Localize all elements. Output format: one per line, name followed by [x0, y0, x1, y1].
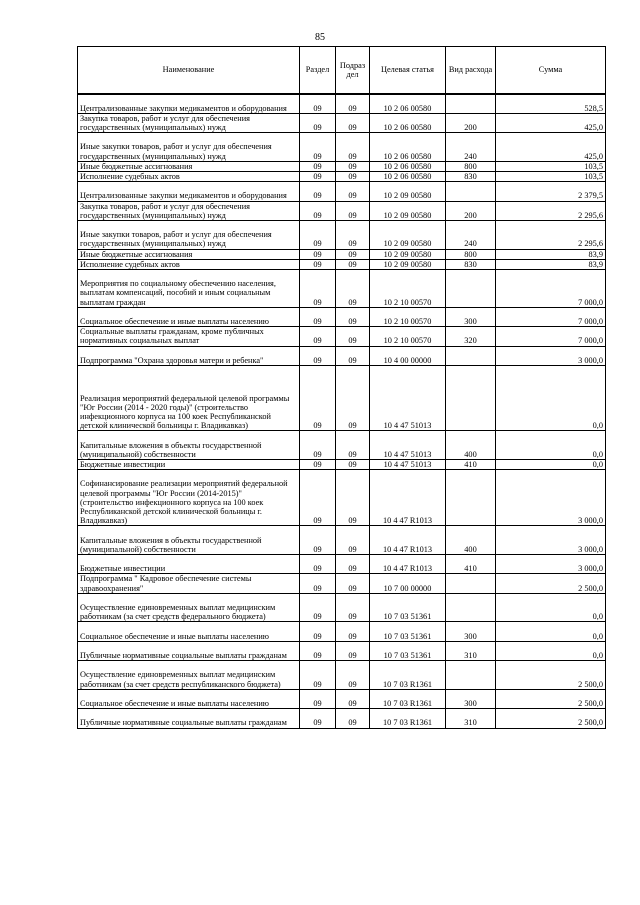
row-expense-type: 400	[446, 431, 496, 460]
table-row	[78, 593, 606, 622]
row-amount: 0,0	[496, 641, 606, 660]
row-name: Социальное обеспечение и иные выплаты населению	[78, 307, 300, 326]
table-row	[78, 249, 606, 259]
row-article: 10 7 03 R1361	[370, 661, 446, 690]
row-article: 10 4 47 51013	[370, 460, 446, 470]
row-name: Закупка товаров, работ и услуг для обеспечения государственных (муниципальных) нужд	[78, 113, 300, 132]
row-amount: 3 000,0	[496, 470, 606, 526]
row-section: 09	[300, 555, 336, 574]
row-section: 09	[300, 661, 336, 690]
row-section: 09	[300, 709, 336, 728]
row-subsection: 09	[336, 201, 370, 220]
row-name: Бюджетные инвестиции	[78, 460, 300, 470]
row-name: Централизованные закупки медикаментов и оборудования	[78, 94, 300, 113]
table-body	[78, 94, 606, 728]
row-section: 09	[300, 366, 336, 431]
row-section: 09	[300, 574, 336, 593]
row-section: 09	[300, 460, 336, 470]
row-article: 10 4 47 R1013	[370, 526, 446, 555]
row-amount: 425,0	[496, 133, 606, 162]
row-article: 10 2 09 00580	[370, 259, 446, 269]
row-expense-type	[446, 470, 496, 526]
row-section: 09	[300, 172, 336, 182]
table-row	[78, 431, 606, 460]
row-subsection: 09	[336, 133, 370, 162]
header-section: Раздел	[300, 47, 336, 95]
row-name: Мероприятия по социальному обеспечению населения, выплатам компенсаций, пособий и иным социальным выплатам граждан	[78, 270, 300, 308]
row-article: 10 7 00 00000	[370, 574, 446, 593]
row-expense-type: 830	[446, 172, 496, 182]
row-subsection: 09	[336, 689, 370, 708]
row-expense-type: 800	[446, 249, 496, 259]
row-name: Софинансирование реализации мероприятий федеральной целевой программы "Юг России (2014-2015)" (строительство инфекционного корпуса на 100 коек Республиканской детской клинической больницы г. Владикавказ)	[78, 470, 300, 526]
row-section: 09	[300, 113, 336, 132]
row-article: 10 2 10 00570	[370, 327, 446, 346]
row-subsection: 09	[336, 327, 370, 346]
table-row	[78, 133, 606, 162]
table-row	[78, 270, 606, 308]
row-article: 10 4 47 51013	[370, 366, 446, 431]
row-amount: 7 000,0	[496, 327, 606, 346]
row-article: 10 2 10 00570	[370, 307, 446, 326]
row-amount: 2 379,5	[496, 182, 606, 201]
row-section: 09	[300, 161, 336, 171]
row-subsection: 09	[336, 259, 370, 269]
row-subsection: 09	[336, 270, 370, 308]
row-section: 09	[300, 307, 336, 326]
row-subsection: 09	[336, 161, 370, 171]
row-section: 09	[300, 249, 336, 259]
header-name: Наименование	[78, 47, 300, 95]
row-amount: 3 000,0	[496, 526, 606, 555]
row-name: Исполнение судебных актов	[78, 259, 300, 269]
row-name: Иные закупки товаров, работ и услуг для обеспечения государственных (муниципальных) нужд	[78, 133, 300, 162]
row-article: 10 4 47 51013	[370, 431, 446, 460]
row-subsection: 09	[336, 172, 370, 182]
row-subsection: 09	[336, 94, 370, 113]
row-subsection: 09	[336, 593, 370, 622]
row-subsection: 09	[336, 366, 370, 431]
row-article: 10 2 06 00580	[370, 94, 446, 113]
row-article: 10 2 09 00580	[370, 182, 446, 201]
row-section: 09	[300, 526, 336, 555]
row-expense-type: 800	[446, 161, 496, 171]
table-row	[78, 574, 606, 593]
row-amount: 2 295,6	[496, 201, 606, 220]
row-name: Капитальные вложения в объекты государственной (муниципальной) собственности	[78, 526, 300, 555]
row-amount: 83,9	[496, 249, 606, 259]
row-section: 09	[300, 94, 336, 113]
row-expense-type	[446, 574, 496, 593]
row-subsection: 09	[336, 709, 370, 728]
row-amount: 3 000,0	[496, 346, 606, 365]
row-expense-type	[446, 661, 496, 690]
row-article: 10 7 03 R1361	[370, 689, 446, 708]
row-section: 09	[300, 689, 336, 708]
row-article: 10 2 06 00580	[370, 161, 446, 171]
table-row	[78, 460, 606, 470]
row-article: 10 7 03 R1361	[370, 709, 446, 728]
row-name: Публичные нормативные социальные выплаты гражданам	[78, 709, 300, 728]
row-section: 09	[300, 470, 336, 526]
row-subsection: 09	[336, 460, 370, 470]
table-row	[78, 689, 606, 708]
row-article: 10 2 06 00580	[370, 172, 446, 182]
row-amount: 2 500,0	[496, 661, 606, 690]
row-expense-type: 310	[446, 709, 496, 728]
row-expense-type: 300	[446, 689, 496, 708]
row-name: Публичные нормативные социальные выплаты гражданам	[78, 641, 300, 660]
row-expense-type: 240	[446, 133, 496, 162]
table-row	[78, 201, 606, 220]
row-amount: 103,5	[496, 172, 606, 182]
table-row	[78, 346, 606, 365]
row-expense-type: 200	[446, 113, 496, 132]
row-name: Подпрограмма " Кадровое обеспечение системы здравоохранения"	[78, 574, 300, 593]
row-article: 10 7 03 51361	[370, 641, 446, 660]
row-name: Бюджетные инвестиции	[78, 555, 300, 574]
row-amount: 0,0	[496, 431, 606, 460]
row-article: 10 2 09 00580	[370, 201, 446, 220]
table-row	[78, 709, 606, 728]
row-amount: 425,0	[496, 113, 606, 132]
table-row	[78, 307, 606, 326]
row-section: 09	[300, 133, 336, 162]
row-article: 10 7 03 51361	[370, 622, 446, 641]
row-name: Реализация мероприятий федеральной целевой программы "Юг России (2014 - 2020 годы)" (строительство инфекционного корпуса на 100 коек Республиканской детской клинической больницы г. Владикавказ)	[78, 366, 300, 431]
row-name: Социальные выплаты гражданам, кроме публичных нормативных социальных выплат	[78, 327, 300, 346]
table-row	[78, 113, 606, 132]
row-section: 09	[300, 641, 336, 660]
row-name: Социальное обеспечение и иные выплаты населению	[78, 622, 300, 641]
row-article: 10 4 00 00000	[370, 346, 446, 365]
row-section: 09	[300, 622, 336, 641]
row-amount: 0,0	[496, 593, 606, 622]
row-expense-type	[446, 270, 496, 308]
row-subsection: 09	[336, 346, 370, 365]
row-amount: 7 000,0	[496, 307, 606, 326]
row-expense-type	[446, 593, 496, 622]
row-name: Осуществление единовременных выплат медицинским работникам (за счет средств республиканского бюджета)	[78, 661, 300, 690]
row-name: Осуществление единовременных выплат медицинским работникам (за счет средств федерального бюджета)	[78, 593, 300, 622]
table-row	[78, 555, 606, 574]
row-article: 10 7 03 51361	[370, 593, 446, 622]
row-section: 09	[300, 270, 336, 308]
row-subsection: 09	[336, 470, 370, 526]
table-row	[78, 161, 606, 171]
row-amount: 2 295,6	[496, 221, 606, 250]
table-row	[78, 661, 606, 690]
row-subsection: 09	[336, 555, 370, 574]
row-subsection: 09	[336, 431, 370, 460]
row-amount: 103,5	[496, 161, 606, 171]
row-name: Подпрограмма "Охрана здоровья матери и ребенка"	[78, 346, 300, 365]
table-row	[78, 259, 606, 269]
row-subsection: 09	[336, 182, 370, 201]
row-expense-type: 240	[446, 221, 496, 250]
table-row	[78, 470, 606, 526]
row-amount: 2 500,0	[496, 574, 606, 593]
row-amount: 2 500,0	[496, 709, 606, 728]
table-row	[78, 526, 606, 555]
row-amount: 7 000,0	[496, 270, 606, 308]
table-row	[78, 366, 606, 431]
row-name: Исполнение судебных актов	[78, 172, 300, 182]
row-subsection: 09	[336, 221, 370, 250]
row-subsection: 09	[336, 622, 370, 641]
row-section: 09	[300, 221, 336, 250]
row-expense-type	[446, 366, 496, 431]
row-name: Капитальные вложения в объекты государственной (муниципальной) собственности	[78, 431, 300, 460]
row-name: Социальное обеспечение и иные выплаты населению	[78, 689, 300, 708]
row-article: 10 2 09 00580	[370, 249, 446, 259]
row-section: 09	[300, 201, 336, 220]
row-expense-type	[446, 182, 496, 201]
header-expense-type: Вид расхода	[446, 47, 496, 95]
row-subsection: 09	[336, 641, 370, 660]
row-subsection: 09	[336, 574, 370, 593]
table-row	[78, 182, 606, 201]
row-name: Иные бюджетные ассигнования	[78, 161, 300, 171]
row-section: 09	[300, 431, 336, 460]
row-subsection: 09	[336, 526, 370, 555]
row-amount: 3 000,0	[496, 555, 606, 574]
row-expense-type: 400	[446, 526, 496, 555]
budget-table	[77, 46, 606, 729]
row-article: 10 4 47 R1013	[370, 555, 446, 574]
row-amount: 528,5	[496, 94, 606, 113]
row-article: 10 2 06 00580	[370, 133, 446, 162]
row-article: 10 4 47 R1013	[370, 470, 446, 526]
table-row	[78, 641, 606, 660]
table-row	[78, 172, 606, 182]
row-expense-type: 310	[446, 641, 496, 660]
table-row	[78, 327, 606, 346]
header-amount: Сумма	[496, 47, 606, 95]
row-expense-type: 320	[446, 327, 496, 346]
row-section: 09	[300, 259, 336, 269]
row-subsection: 09	[336, 661, 370, 690]
row-subsection: 09	[336, 113, 370, 132]
table-row	[78, 94, 606, 113]
row-expense-type: 410	[446, 555, 496, 574]
row-section: 09	[300, 346, 336, 365]
row-name: Иные бюджетные ассигнования	[78, 249, 300, 259]
row-section: 09	[300, 182, 336, 201]
row-expense-type	[446, 94, 496, 113]
row-amount: 2 500,0	[496, 689, 606, 708]
row-expense-type	[446, 346, 496, 365]
table-row	[78, 622, 606, 641]
header-article: Целевая статья	[370, 47, 446, 95]
row-expense-type: 300	[446, 622, 496, 641]
row-article: 10 2 10 00570	[370, 270, 446, 308]
row-expense-type: 300	[446, 307, 496, 326]
row-subsection: 09	[336, 249, 370, 259]
row-expense-type: 200	[446, 201, 496, 220]
row-section: 09	[300, 593, 336, 622]
row-expense-type: 830	[446, 259, 496, 269]
table-row	[78, 221, 606, 250]
row-subsection: 09	[336, 307, 370, 326]
row-expense-type: 410	[446, 460, 496, 470]
row-article: 10 2 06 00580	[370, 113, 446, 132]
row-name: Иные закупки товаров, работ и услуг для обеспечения государственных (муниципальных) нужд	[78, 221, 300, 250]
header-subsection: Подраз дел	[336, 47, 370, 95]
row-amount: 83,9	[496, 259, 606, 269]
row-section: 09	[300, 327, 336, 346]
row-name: Централизованные закупки медикаментов и оборудования	[78, 182, 300, 201]
row-article: 10 2 09 00580	[370, 221, 446, 250]
row-amount: 0,0	[496, 622, 606, 641]
row-name: Закупка товаров, работ и услуг для обеспечения государственных (муниципальных) нужд	[78, 201, 300, 220]
row-amount: 0,0	[496, 366, 606, 431]
row-amount: 0,0	[496, 460, 606, 470]
table-header-row	[78, 47, 606, 95]
page-number: 85	[315, 32, 325, 43]
